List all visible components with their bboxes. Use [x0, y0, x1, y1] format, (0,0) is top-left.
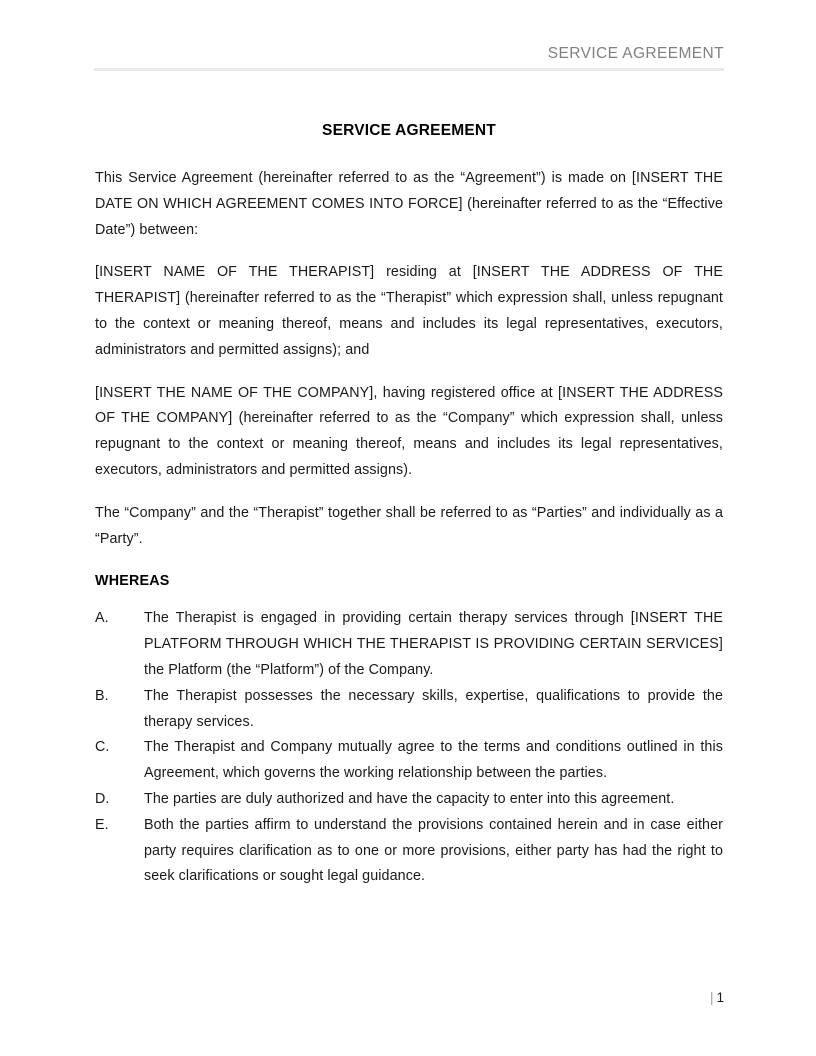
list-item-text: The Therapist and Company mutually agree to the terms and conditions outlined in this Agreement, which governs the working relationship between the parties. — [144, 739, 723, 782]
list-item — [95, 606, 723, 683]
list-item-marker: B. — [95, 687, 109, 704]
list-item-marker: A. — [95, 610, 109, 627]
paragraph-company-party: [INSERT THE NAME OF THE COMPANY], having registered office at [INSERT THE ADDRESS OF THE COMPANY] (hereinafter referred to as the “Company” which expression shall, unless repugnant to the context or meaning thereof, means and includes its legal representatives, executors, administrators and permitted assigns). — [95, 384, 723, 478]
footer-separator: | — [709, 990, 714, 1005]
paragraph-therapist-party: [INSERT NAME OF THE THERAPIST] residing at [INSERT THE ADDRESS OF THE THERAPIST] (hereinafter referred to as the “Therapist” which expression shall, unless repugnant to the context or meaning thereof, means and includes its legal representatives, executors, administrators and permitted assigns); and — [95, 264, 723, 358]
list-item-marker: D. — [95, 790, 110, 807]
footer-page-number: 1 — [716, 990, 724, 1005]
list-item-text: The Therapist is engaged in providing certain therapy services through [INSERT THE PLATFORM THROUGH WHICH THE THERAPIST IS PROVIDING CERTAIN SERVICES] the Platform (the “Platform”) of the Company. — [144, 610, 723, 678]
list-item — [95, 735, 723, 787]
list-item-marker: C. — [95, 739, 110, 756]
header-divider-rule — [94, 68, 724, 71]
list-item — [95, 813, 723, 890]
list-item — [95, 684, 723, 736]
list-item-marker: E. — [95, 816, 109, 833]
paragraph-agreement-intro: This Service Agreement (hereinafter referred to as the “Agreement”) is made on [INSERT THE DATE ON WHICH AGREEMENT COMES INTO FORCE] (hereinafter referred to as the “Effective Date”) between: — [95, 170, 723, 238]
list-item — [95, 787, 723, 813]
list-item-text: The parties are duly authorized and have the capacity to enter into this agreement. — [144, 790, 675, 807]
paragraph-parties-definition: The “Company” and the “Therapist” together shall be referred to as “Parties” and individually as a “Party”. — [95, 504, 723, 547]
list-item-text: Both the parties affirm to understand the provisions contained herein and in case either party requires clarification as to one or more provisions, either party has had the right to seek clarifications or sought legal guidance. — [144, 816, 723, 885]
list-item-text: The Therapist possesses the necessary skills, expertise, qualifications to provide the therapy services. — [144, 687, 723, 730]
running-header-text: SERVICE AGREEMENT — [547, 45, 724, 62]
document-body — [95, 120, 723, 890]
section-heading-whereas: WHEREAS — [95, 573, 170, 590]
recitals-list — [95, 606, 723, 890]
page-header — [94, 44, 724, 71]
page-footer — [94, 988, 724, 1008]
page-title: SERVICE AGREEMENT — [322, 122, 496, 139]
